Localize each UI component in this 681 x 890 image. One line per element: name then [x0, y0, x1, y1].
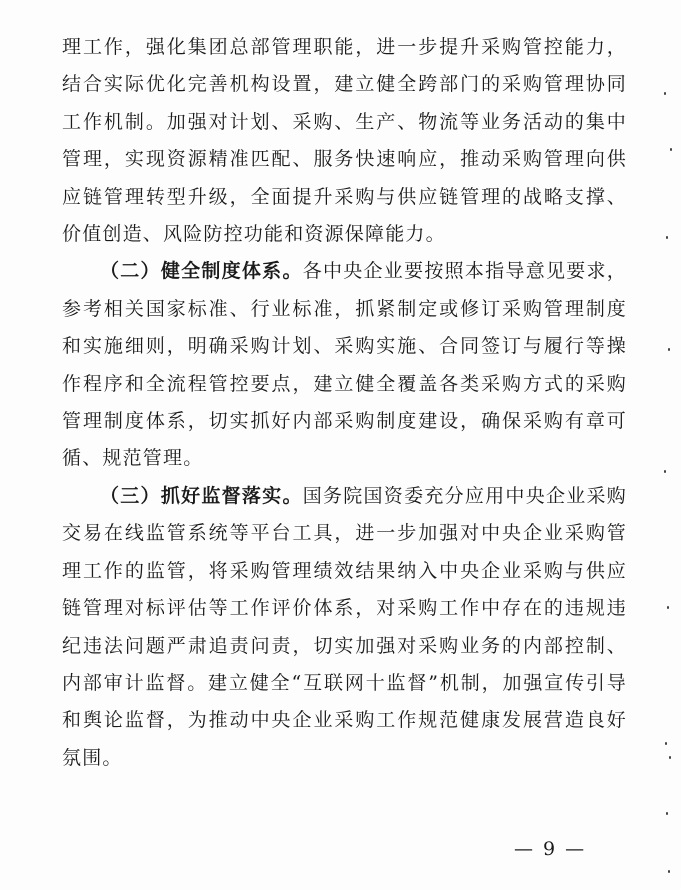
scan-speck [667, 606, 669, 609]
paragraph-2-body: 各中央企业要按照本指导意见要求，参考相关国家标准、行业标准，抓紧制定或修订采购管理制度和实施细则，明确采购计划、采购实施、合同签订与履行等操作程序和全流程管控要点，建立健全覆盖各类采购方式的采购管理制度体系，切实抓好内部采购制度建设，确保采购有章可循、规范管理。 [62, 260, 627, 470]
scan-speck [664, 92, 666, 95]
paragraph-continuation [62, 29, 627, 253]
paragraph-2-heading: （二）健全制度体系。 [100, 260, 303, 283]
paragraph-system [62, 253, 627, 477]
paragraph-1-text: 理工作，强化集团总部管理职能，进一步提升采购管控能力，结合实际优化完善机构设置，建立健全跨部门的采购管理协同工作机制。加强对计划、采购、生产、物流等业务活动的集中管理，实现资源精准匹配、服务快速响应，推动采购管理向供应链管理转型升级，全面提升采购与供应链管理的战略支撑、价值创造、风险防控功能和资源保障能力。 [62, 36, 627, 246]
scan-speck [665, 742, 667, 745]
paragraph-3-heading: （三）抓好监督落实。 [100, 484, 303, 507]
scan-speck [666, 236, 668, 239]
scan-speck [668, 870, 670, 873]
scan-speck [670, 148, 672, 151]
scan-speck [669, 756, 671, 759]
page-number: — 9 — [514, 838, 587, 860]
paragraph-supervision [62, 478, 627, 777]
scan-speck [666, 812, 668, 815]
scan-speck [668, 348, 670, 351]
paragraph-3-body: 国务院国资委充分应用中央企业采购交易在线监管系统等平台工具，进一步加强对中央企业采购管理工作的监管，将采购管理绩效结果纳入中央企业采购与供应链管理对标评估等工作评价体系，对采购工作中存在的违规违纪违法问题严肃追责问责，切实加强对采购业务的内部控制、内部审计监督。建立健全“互联网十监督”机制，加强宣传引导和舆论监督，为推动中央企业采购工作规范健康发展营造良好氛围。 [62, 484, 627, 769]
document-body [62, 29, 627, 777]
scan-speck [664, 470, 666, 473]
